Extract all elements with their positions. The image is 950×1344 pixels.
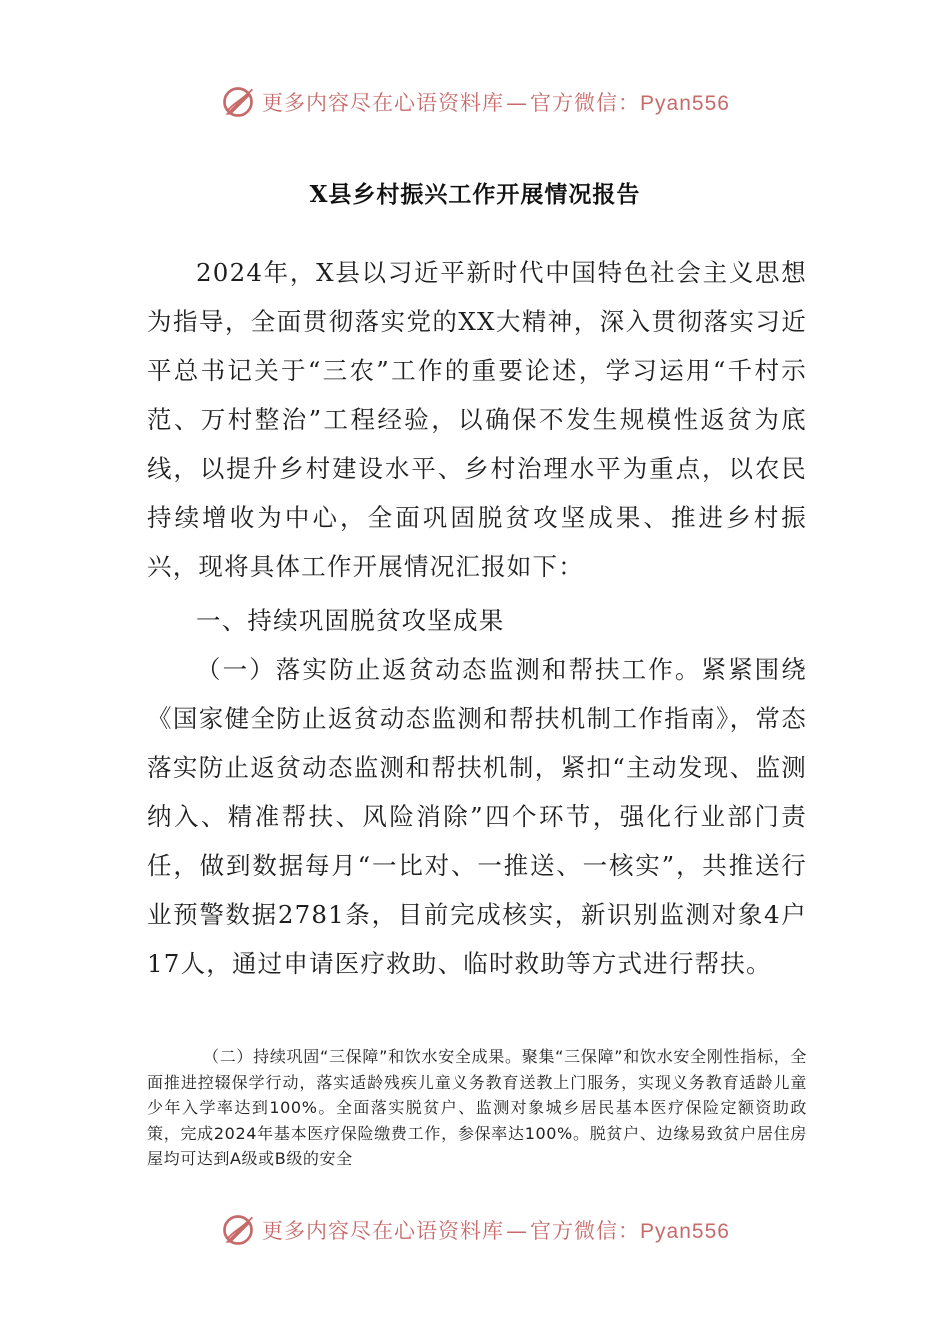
watermark-account: Pyan556 [640, 92, 730, 115]
section-item-2 [147, 1044, 807, 1172]
section-heading: 一、持续巩固脱贫攻坚成果 [196, 606, 505, 635]
watermark-text: 更多内容尽在心语资料库 [262, 91, 505, 115]
item-1-text: （一）落实防止返贫动态监测和帮扶工作。紧紧围绕《国家健全防止返贫动态监测和帮扶机制工作指南》，常态落实防止返贫动态监测和帮扶机制，紧扣“主动发现、监测纳入、精准帮扶、风险消除”四个环节，强化行业部门责任，做到数据每月“一比对、一推送、一核实”，共推送行业预警数据2781条，目前完成核实，新识别监测对象4户17人，通过申请医疗救助、临时救助等方式进行帮扶。 [147, 655, 807, 978]
pen-logo-icon [220, 84, 256, 120]
intro-paragraph [147, 248, 807, 591]
watermark-suffix: 官方微信： [530, 1219, 641, 1243]
header-watermark [0, 78, 950, 126]
watermark-separator: — [506, 91, 529, 115]
watermark-separator: — [506, 1219, 529, 1243]
intro-text: 2024年，X县以习近平新时代中国特色社会主义思想为指导，全面贯彻落实党的XX大精神，深入贯彻落实习近平总书记关于“三农”工作的重要论述，学习运用“千村示范、万村整治”工程经验，以确保不发生规模性返贫为底线，以提升乡村建设水平、乡村治理水平为重点，以农民持续增收为中心，全面巩固脱贫攻坚成果、推进乡村振兴，现将具体工作开展情况汇报如下： [147, 258, 807, 581]
section-item-1 [147, 645, 807, 988]
watermark-account: Pyan556 [640, 1220, 730, 1243]
watermark-text: 更多内容尽在心语资料库 [262, 1219, 505, 1243]
footer-watermark [0, 1206, 950, 1254]
watermark-suffix: 官方微信： [530, 91, 641, 115]
document-title: X县乡村振兴工作开展情况报告 [309, 181, 641, 208]
pen-logo-icon [220, 1212, 256, 1248]
item-2-text: （二）持续巩固“三保障”和饮水安全成果。聚集“三保障”和饮水安全刚性指标，全面推进控辍保学行动，落实适龄残疾儿童义务教育送教上门服务，实现义务教育适龄儿童少年入学率达到100%。全面落实脱贫户、监测对象城乡居民基本医疗保险定额资助政策，完成2024年基本医疗保险缴费工作，参保率达100%。脱贫户、边缘易致贫户居住房屋均可达到A级或B级的安全 [147, 1047, 807, 1168]
